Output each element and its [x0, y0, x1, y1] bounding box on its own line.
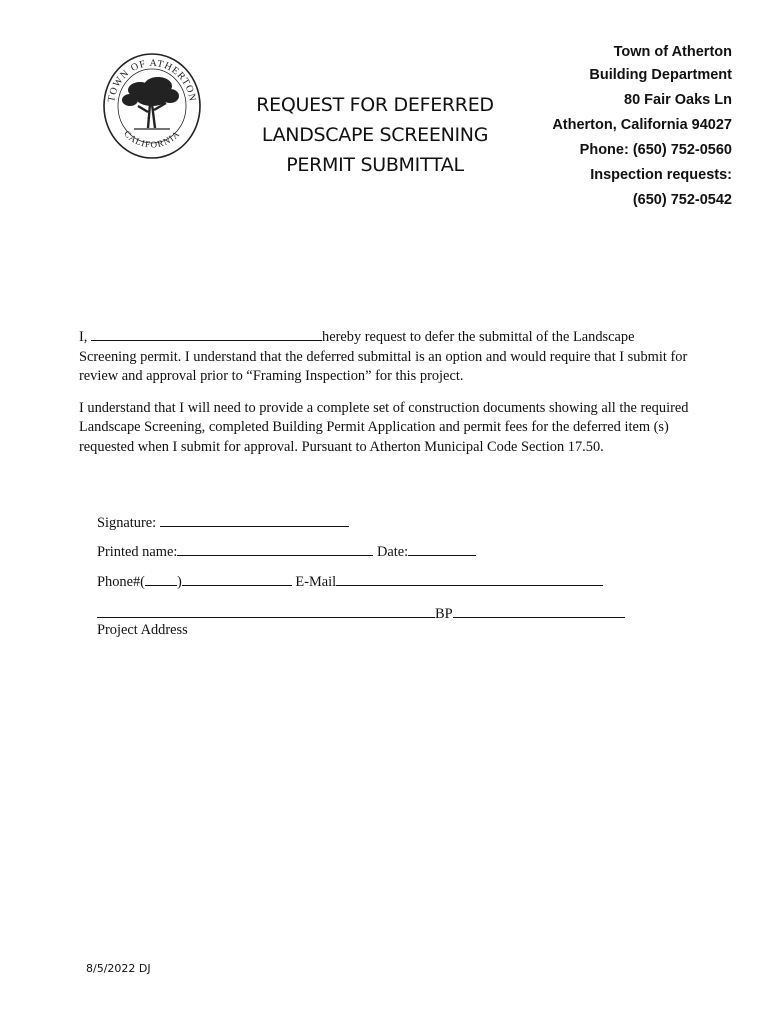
paragraph-deferral-text: hereby request to defer the submittal of the Landscape Screening permit. I understand that the deferred submittal is an option and would require that I submit for review and approval prior to “Framing Inspection” for this project. — [79, 329, 688, 384]
signature-line[interactable] — [160, 512, 349, 527]
address-inspection-label: Inspection requests: — [590, 167, 732, 183]
phone-label: Phone#( — [97, 574, 145, 590]
signature-label: Signature: — [97, 515, 160, 531]
date-label: Date: — [373, 544, 409, 560]
applicant-name-blank[interactable] — [91, 326, 322, 341]
phone-number-line[interactable] — [182, 571, 292, 586]
date-line[interactable] — [408, 541, 476, 556]
email-line[interactable] — [336, 571, 603, 586]
printed-name-line[interactable] — [177, 541, 373, 556]
paragraph-requirements: I understand that I will need to provide a complete set of construction documents showing all the required Landscape Screening, completed Building Permit Application and permit fees for the deferred item (s) requested when I submit for approval. Pursuant to Atherton Municipal Code Section 17.50. — [79, 399, 689, 455]
address-department: Building Department — [589, 67, 732, 83]
address-inspection-phone: (650) 752-0542 — [632, 192, 732, 208]
svg-text:TOWN OF ATHERTON: TOWN OF ATHERTON — [106, 57, 198, 103]
email-label: E-Mail — [291, 574, 337, 590]
printed-name-label: Printed name: — [97, 544, 178, 560]
address-town: Town of Atherton — [613, 44, 732, 60]
project-address-line[interactable] — [97, 603, 435, 618]
address-street: 80 Fair Oaks Ln — [624, 92, 732, 108]
title-line-1: REQUEST FOR DEFERRED — [256, 94, 494, 116]
address-phone: Phone: (650) 752-0560 — [579, 142, 732, 158]
bp-label: BP — [435, 606, 453, 622]
town-seal-logo — [100, 48, 204, 164]
paragraph-deferral-request — [79, 326, 691, 387]
paragraph-lead: I, — [79, 329, 91, 345]
address-city: Atherton, California 94027 — [552, 117, 732, 133]
title-line-3: PERMIT SUBMITTAL — [286, 154, 464, 176]
contact-row — [97, 571, 603, 591]
title-line-2: LANDSCAPE SCREENING — [261, 124, 489, 146]
signature-row — [97, 512, 349, 532]
phone-area-code-line[interactable] — [145, 571, 177, 586]
svg-text:CALIFORNIA: CALIFORNIA — [122, 128, 182, 150]
project-address-label: Project Address — [97, 622, 188, 638]
request-statement — [79, 326, 691, 469]
bp-number-line[interactable] — [453, 603, 625, 618]
printed-name-row — [97, 541, 476, 561]
phone-paren: ) — [176, 574, 182, 590]
department-address-block — [472, 42, 732, 213]
revision-date: 8/5/2022 DJ — [86, 962, 151, 975]
